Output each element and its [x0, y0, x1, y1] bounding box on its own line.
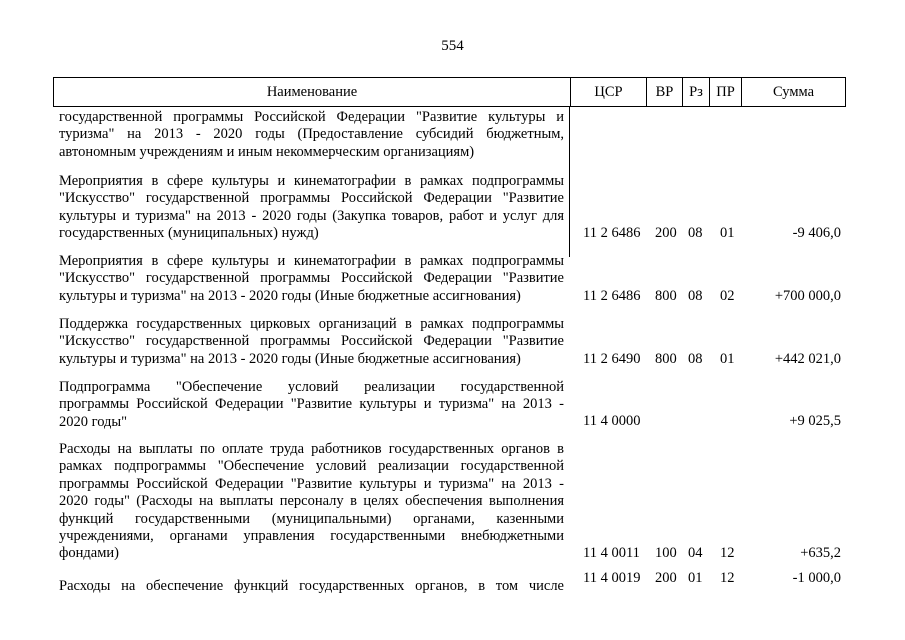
row-values — [0, 570, 841, 587]
row-text-line: программы Российской Федерации "Развитие культуры и туризма" на 2013 - — [59, 396, 564, 413]
row-text-line: "Искусство" государственной программы Российской Федерации "Развитие — [59, 333, 564, 350]
cell-sum: -9 406,0 — [792, 225, 841, 241]
cell-csr: 11 2 6486 — [583, 225, 641, 241]
row-text-line: Мероприятия в сфере культуры и кинематографии в рамках подпрограммы — [59, 253, 564, 269]
cell-vr: 100 — [655, 545, 677, 561]
row-values — [0, 288, 841, 305]
cell-csr: 11 2 6490 — [583, 351, 641, 367]
row-text-line: культуры и туризма" на 2013 - 2020 годы (Иные бюджетные ассигнования) — [59, 350, 521, 367]
cell-csr: 11 4 0019 — [583, 570, 641, 586]
cell-pr: 12 — [720, 545, 735, 561]
row-text-line: Подпрограмма "Обеспечение условий реализации государственной — [59, 379, 564, 395]
cell-vr: 800 — [655, 288, 677, 304]
table-header — [53, 77, 846, 107]
cell-sum: -1 000,0 — [792, 570, 841, 586]
row-text-line: учреждениями, органами управления государственными внебюджетными — [59, 528, 564, 545]
row-text-line: культуры и туризма" на 2013 - 2020 годы (Закупка товаров, работ и услуг для — [59, 207, 564, 224]
row-text-line: Поддержка государственных цирковых организаций в рамках подпрограммы — [59, 316, 564, 332]
cell-pr: 01 — [720, 225, 735, 241]
header-vr: ВР — [646, 78, 682, 106]
row-text-line: функций государственными (муниципальными) органами, казенными — [59, 510, 564, 527]
cell-csr: 11 4 0000 — [583, 413, 641, 429]
header-name: Наименование — [266, 84, 358, 100]
page-number: 554 — [441, 38, 464, 54]
row-text-line: автономным учреждениям и иным некоммерческим организациям) — [59, 143, 475, 160]
cell-csr: 11 2 6486 — [583, 288, 641, 304]
row-text-line: "Искусство" государственной программы Российской Федерации "Развитие — [59, 190, 564, 207]
cell-sum: +9 025,5 — [789, 413, 841, 429]
header-sum: Сумма — [741, 78, 845, 106]
row-text-line: 2020 годы" — [59, 413, 128, 430]
row-text-line: Расходы на выплаты по оплате труда работников государственных органов в — [59, 441, 564, 457]
cell-sum: +635,2 — [800, 545, 841, 561]
cell-pr: 12 — [720, 570, 735, 586]
cell-vr: 800 — [655, 351, 677, 367]
row-values — [0, 351, 841, 368]
cell-rz: 08 — [688, 288, 703, 304]
cell-rz: 01 — [688, 570, 703, 586]
cell-sum: +700 000,0 — [774, 288, 841, 304]
row-values — [0, 225, 841, 242]
table-row — [59, 109, 564, 161]
row-text-line: туризма" на 2013 - 2020 годы (Предоставление субсидий бюджетным, — [59, 126, 564, 143]
cell-pr: 02 — [720, 288, 735, 304]
row-text-line: государственных (муниципальных) нужд) — [59, 225, 319, 242]
header-pr: ПР — [709, 78, 741, 106]
row-text-line: Мероприятия в сфере культуры и кинематографии в рамках подпрограммы — [59, 173, 564, 189]
row-text-line: фондами) — [59, 545, 119, 562]
row-text-line: рамках подпрограммы "Обеспечение условий реализации государственной — [59, 458, 564, 475]
cell-vr: 200 — [655, 225, 677, 241]
row-text-line: "Искусство" государственной программы Российской Федерации "Развитие — [59, 270, 564, 287]
row-text-line: государственной программы Российской Федерации "Развитие культуры и — [59, 109, 564, 125]
cell-rz: 04 — [688, 545, 703, 561]
row-text-line: 2020 годы" (Расходы на выплаты персоналу в целях обеспечения выполнения — [59, 493, 564, 510]
row-text-line: Расходы на обеспечение функций государственных органов, в том числе — [59, 578, 564, 594]
row-text-line: культуры и туризма" на 2013 - 2020 годы (Иные бюджетные ассигнования) — [59, 287, 521, 304]
row-text-line: программы Российской Федерации "Развитие культуры и туризма" на 2013 - — [59, 475, 564, 492]
cell-vr: 200 — [655, 570, 677, 586]
cell-rz: 08 — [688, 351, 703, 367]
header-csr: ЦСР — [570, 78, 646, 106]
row-values — [0, 413, 841, 430]
cell-rz: 08 — [688, 225, 703, 241]
header-rz: Рз — [682, 78, 709, 106]
cell-sum: +442 021,0 — [774, 351, 841, 367]
row-values — [0, 545, 841, 562]
cell-csr: 11 4 0011 — [583, 545, 640, 561]
cell-pr: 01 — [720, 351, 735, 367]
